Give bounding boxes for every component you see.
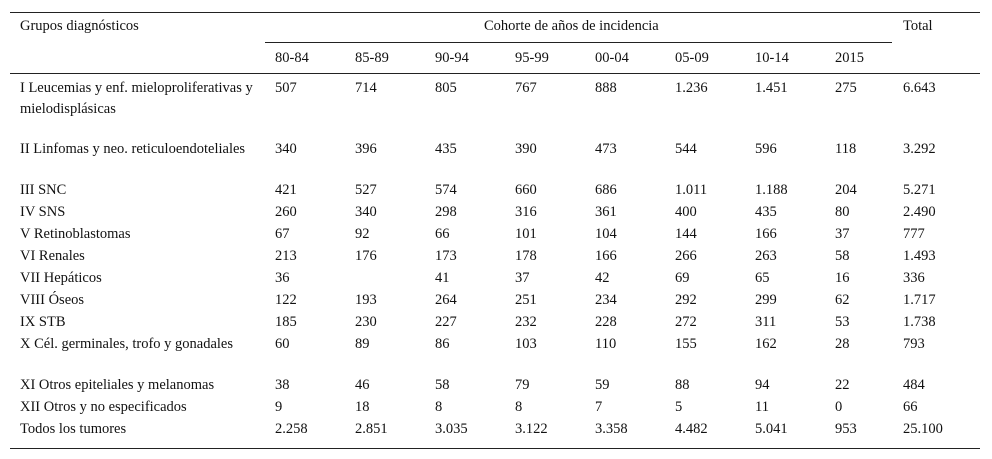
row-value: 316 (515, 204, 537, 220)
row-value: 22 (835, 377, 850, 393)
row-value: 4.482 (675, 421, 708, 437)
row-group-label: XII Otros y no especificados (20, 399, 187, 415)
row-value: 41 (435, 270, 450, 286)
row-value: 340 (355, 204, 377, 220)
row-value: 266 (675, 248, 697, 264)
row-value: 1.188 (755, 182, 788, 198)
row-total: 793 (903, 336, 925, 352)
row-group-label: VII Hepáticos (20, 270, 102, 286)
header-bottom-rule (10, 73, 980, 74)
row-value: 263 (755, 248, 777, 264)
row-total: 25.100 (903, 421, 943, 437)
row-value: 144 (675, 226, 697, 242)
row-value: 805 (435, 80, 457, 96)
row-value: 264 (435, 292, 457, 308)
row-total: 777 (903, 226, 925, 242)
row-value: 1.236 (675, 80, 708, 96)
row-total: 336 (903, 270, 925, 286)
row-value: 11 (755, 399, 769, 415)
row-value: 65 (755, 270, 770, 286)
row-value: 103 (515, 336, 537, 352)
row-value: 361 (595, 204, 617, 220)
row-value: 292 (675, 292, 697, 308)
row-value: 178 (515, 248, 537, 264)
header-period: 95-99 (515, 50, 549, 66)
row-value: 311 (755, 314, 777, 330)
row-value: 260 (275, 204, 297, 220)
row-total: 1.717 (903, 292, 936, 308)
row-group-label: VIII Óseos (20, 292, 85, 308)
row-value: 435 (435, 141, 457, 157)
row-group-label: IX STB (20, 314, 66, 330)
row-value: 390 (515, 141, 537, 157)
row-value: 272 (675, 314, 697, 330)
row-value: 37 (515, 270, 530, 286)
row-value: 213 (275, 248, 297, 264)
row-value: 228 (595, 314, 617, 330)
row-value: 79 (515, 377, 530, 393)
row-value: 1.011 (675, 182, 708, 198)
row-value: 110 (595, 336, 617, 352)
row-value: 155 (675, 336, 697, 352)
row-value: 232 (515, 314, 537, 330)
row-value: 18 (355, 399, 370, 415)
row-value: 89 (355, 336, 370, 352)
row-value: 28 (835, 336, 850, 352)
row-value: 66 (435, 226, 450, 242)
row-value: 396 (355, 141, 377, 157)
row-value: 204 (835, 182, 857, 198)
row-value: 3.358 (595, 421, 628, 437)
row-total: 3.292 (903, 141, 936, 157)
row-total: 2.490 (903, 204, 936, 220)
row-value: 227 (435, 314, 457, 330)
row-value: 118 (835, 141, 857, 157)
row-value: 166 (755, 226, 777, 242)
row-value: 888 (595, 80, 617, 96)
row-value: 36 (275, 270, 290, 286)
row-value: 58 (835, 248, 850, 264)
row-value: 101 (515, 226, 537, 242)
row-value: 714 (355, 80, 377, 96)
row-value: 527 (355, 182, 377, 198)
row-value: 8 (435, 399, 443, 415)
header-total-label: Total (903, 18, 933, 34)
cohort-underline (265, 42, 892, 43)
header-cohort-label: Cohorte de años de incidencia (484, 18, 659, 34)
row-value: 3.035 (435, 421, 468, 437)
row-group-label: VI Renales (20, 248, 85, 264)
row-value: 5.041 (755, 421, 788, 437)
row-value: 275 (835, 80, 857, 96)
row-total: 66 (903, 399, 918, 415)
header-group-label: Grupos diagnósticos (20, 18, 139, 34)
row-group-label: XI Otros epiteliales y melanomas (20, 377, 215, 393)
row-value: 2.851 (355, 421, 388, 437)
row-value: 400 (675, 204, 697, 220)
row-group-label: X Cél. germinales, trofo y gonadales (20, 336, 234, 352)
row-value: 660 (515, 182, 537, 198)
row-value: 298 (435, 204, 457, 220)
row-group-label: Todos los tumores (20, 421, 127, 437)
row-value: 9 (275, 399, 283, 415)
row-total: 1.493 (903, 248, 936, 264)
row-value: 185 (275, 314, 297, 330)
row-value: 544 (675, 141, 697, 157)
row-value: 507 (275, 80, 297, 96)
row-value: 574 (435, 182, 457, 198)
row-value: 162 (755, 336, 777, 352)
row-value: 69 (675, 270, 690, 286)
row-value: 1.451 (755, 80, 788, 96)
row-value: 193 (355, 292, 377, 308)
row-value: 596 (755, 141, 777, 157)
row-value: 2.258 (275, 421, 308, 437)
row-value: 60 (275, 336, 290, 352)
row-total: 1.738 (903, 314, 936, 330)
row-value: 92 (355, 226, 370, 242)
row-value: 104 (595, 226, 617, 242)
row-total: 484 (903, 377, 925, 393)
row-value: 473 (595, 141, 617, 157)
row-value: 767 (515, 80, 537, 96)
table-top-rule (10, 12, 980, 13)
row-value: 58 (435, 377, 450, 393)
row-value: 46 (355, 377, 370, 393)
row-value: 38 (275, 377, 290, 393)
row-value: 59 (595, 377, 610, 393)
row-value: 62 (835, 292, 850, 308)
row-value: 234 (595, 292, 617, 308)
header-period: 80-84 (275, 50, 309, 66)
row-value: 8 (515, 399, 523, 415)
row-total: 6.643 (903, 80, 936, 96)
row-value: 686 (595, 182, 617, 198)
row-group-label: IV SNS (20, 204, 66, 220)
row-value: 340 (275, 141, 297, 157)
header-period: 90-94 (435, 50, 469, 66)
header-period: 10-14 (755, 50, 789, 66)
row-value: 3.122 (515, 421, 548, 437)
row-value: 421 (275, 182, 297, 198)
row-value: 435 (755, 204, 777, 220)
row-total: 5.271 (903, 182, 936, 198)
row-value: 16 (835, 270, 850, 286)
row-value: 94 (755, 377, 770, 393)
row-group-label: V Retinoblastomas (20, 226, 131, 242)
row-value: 953 (835, 421, 857, 437)
row-group-label: II Linfomas y neo. reticuloendoteliales (20, 141, 246, 157)
row-value: 67 (275, 226, 290, 242)
header-period: 05-09 (675, 50, 709, 66)
row-group-label: III SNC (20, 182, 67, 198)
header-period: 2015 (835, 50, 864, 66)
table-bottom-rule (10, 448, 980, 449)
row-value: 80 (835, 204, 850, 220)
row-value: 251 (515, 292, 537, 308)
row-value: 37 (835, 226, 850, 242)
row-value: 166 (595, 248, 617, 264)
row-value: 122 (275, 292, 297, 308)
row-value: 42 (595, 270, 610, 286)
row-value: 299 (755, 292, 777, 308)
row-value: 7 (595, 399, 603, 415)
row-value: 0 (835, 399, 843, 415)
row-value: 176 (355, 248, 377, 264)
row-group-label: I Leucemias y enf. mieloproliferativas y mielodisplásicas (20, 80, 253, 117)
row-value: 53 (835, 314, 850, 330)
row-value: 88 (675, 377, 690, 393)
row-value: 86 (435, 336, 450, 352)
row-value: 5 (675, 399, 683, 415)
header-period: 00-04 (595, 50, 629, 66)
row-value: 230 (355, 314, 377, 330)
row-value: 173 (435, 248, 457, 264)
header-period: 85-89 (355, 50, 389, 66)
